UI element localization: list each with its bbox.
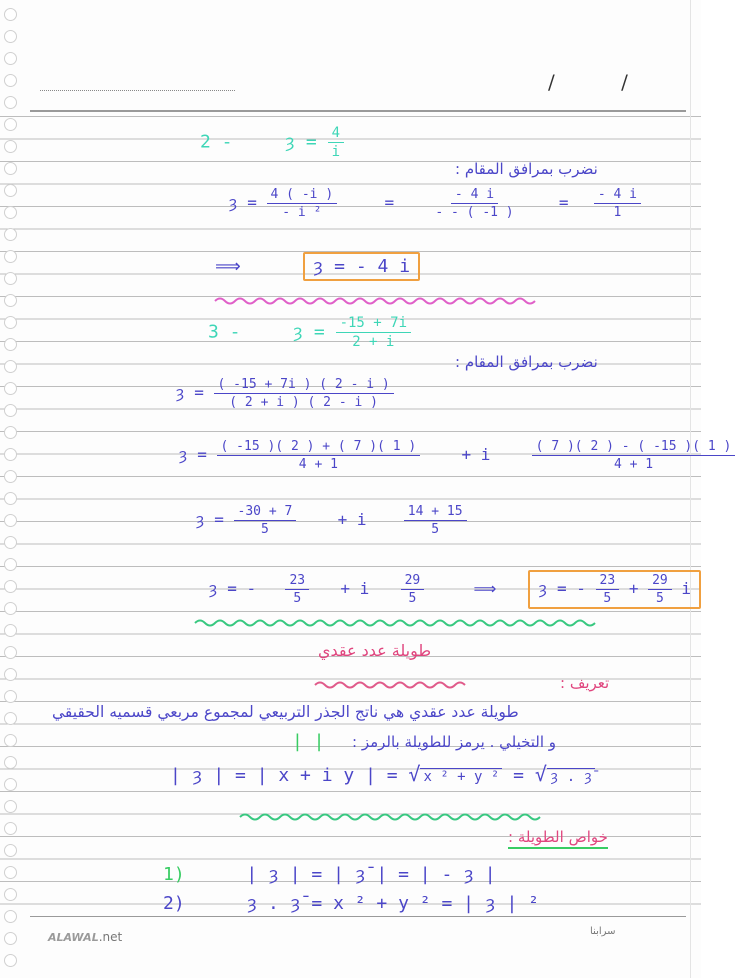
denominator: 5 (431, 522, 440, 537)
box-fraction-imag (648, 574, 672, 605)
binder-hole (4, 470, 17, 483)
numerator: 29 (648, 574, 672, 590)
z-equals-minus: ȝ = - (537, 579, 596, 598)
section-title: طويلة عدد عقدي (318, 641, 432, 660)
z-equals: ȝ = (284, 131, 328, 153)
modulus-symbol: | | (292, 731, 325, 752)
numerator: - 4 i (451, 188, 498, 204)
sqrt-icon: √ (408, 762, 421, 786)
plus-sign: + (628, 579, 639, 598)
property-expression: ȝ . ȝ̄ = x ² + y ² = | ȝ | ² (246, 893, 539, 914)
binder-hole (4, 162, 17, 175)
numerator: 4 (328, 126, 344, 143)
binder-hole (4, 206, 17, 219)
numerator: 23 (596, 574, 620, 590)
plus-i: + i (340, 579, 370, 598)
binder-hole (4, 844, 17, 857)
step-1-equation (228, 188, 641, 219)
binder-hole (4, 580, 17, 593)
denominator: 5 (261, 522, 269, 537)
binder-hole (4, 800, 17, 813)
denominator: 5 (293, 591, 302, 606)
binder-hole (4, 272, 17, 285)
sqrt-icon: √ (534, 762, 547, 786)
numerator: 14 + 15 (404, 505, 467, 521)
numerator: ( 7 )( 2 ) - ( -15 )( 1 ) (532, 440, 735, 456)
implies-arrow: ⟹ (473, 579, 497, 598)
plus-i: + i (461, 445, 491, 464)
denominator: 5 (408, 591, 417, 606)
question-number: 3 - (208, 321, 241, 343)
denominator: 1 (613, 205, 622, 220)
z-equals: ȝ = (228, 193, 267, 212)
binder-hole (4, 910, 17, 923)
fraction-real (285, 574, 309, 605)
question-3 (208, 316, 411, 349)
fraction-real (234, 505, 297, 536)
step-4-equation (195, 505, 467, 536)
fraction-real (217, 440, 421, 471)
numerator: ( -15 )( 2 ) + ( 7 )( 1 ) (217, 440, 421, 456)
box-fraction-real (596, 574, 620, 605)
denominator: 5 (656, 591, 664, 606)
binder-hole (4, 734, 17, 747)
fraction (336, 316, 411, 349)
fraction (214, 378, 394, 409)
binder-hole (4, 492, 17, 505)
question-2 (200, 126, 344, 159)
implies-arrow: ⟹ (215, 256, 241, 277)
definition-line-2: و التخيلي . يرمز للطويلة بالرمز : (352, 733, 557, 751)
property-number: 2) (163, 893, 185, 914)
brand-suffix: .net (98, 930, 123, 944)
fraction-imag (404, 505, 467, 536)
binder-hole (4, 514, 17, 527)
plus-i: + i (337, 510, 367, 529)
denominator: 2 + i (352, 334, 395, 350)
binder-hole (4, 294, 17, 307)
step-5-equation (208, 570, 701, 609)
question-number: 2 - (200, 131, 233, 153)
binder-hole (4, 228, 17, 241)
properties-title: خواص الطويلة : (508, 830, 608, 849)
binder-hole (4, 404, 17, 417)
definition-label: تعريف : (560, 674, 610, 692)
binder-hole (4, 932, 17, 945)
denominator: 4 + 1 (613, 457, 654, 472)
numerator: 29 (401, 574, 425, 590)
multiply-conjugate-note-2: نضرب بمرافق المقام : (455, 353, 598, 371)
binder-hole (4, 624, 17, 637)
result-1 (215, 258, 420, 276)
step-3-equation (178, 440, 735, 471)
top-rule (30, 110, 686, 112)
denominator: i (331, 144, 340, 160)
fraction-3 (594, 188, 641, 219)
binder-hole (4, 30, 17, 43)
denominator: ( 2 + i ) ( 2 - i ) (229, 395, 378, 410)
numerator: -15 + 7i (336, 316, 411, 333)
footer-signature: سرابنا (590, 926, 616, 937)
fraction-imag (401, 574, 425, 605)
numerator: -30 + 7 (234, 505, 297, 521)
footer-brand (48, 930, 122, 944)
page-header-area (0, 0, 701, 112)
equals-sign: = (513, 765, 535, 786)
header-dotted-line (40, 90, 235, 91)
numerator: - 4 i (594, 188, 641, 204)
green-wavy-divider-2 (240, 812, 540, 822)
pink-wavy-divider-1 (215, 296, 540, 306)
binder-hole (4, 426, 17, 439)
binder-hole (4, 756, 17, 769)
numerator: 23 (285, 574, 309, 590)
binder-hole (4, 778, 17, 791)
sqrt-radicand-1: x ² + y ² (420, 768, 502, 785)
binder-hole (4, 316, 17, 329)
binder-hole (4, 250, 17, 263)
sqrt-radicand-2: ȝ . ȝ̄ (547, 768, 595, 785)
binder-hole (4, 888, 17, 901)
multiply-conjugate-note-1: نضرب بمرافق المقام : (455, 160, 598, 178)
binder-hole (4, 690, 17, 703)
binder-hole (4, 96, 17, 109)
fraction-2 (431, 188, 517, 219)
denominator: - - ( -1 ) (435, 205, 514, 220)
fraction-imag (532, 440, 735, 471)
binder-hole (4, 74, 17, 87)
binder-hole (4, 140, 17, 153)
binder-hole (4, 712, 17, 725)
binder-holes (4, 0, 18, 978)
z-equals-minus: ȝ = - (208, 579, 266, 598)
binder-hole (4, 558, 17, 571)
z-equals: ȝ = (175, 383, 214, 402)
binder-hole (4, 866, 17, 879)
denominator: 5 (603, 591, 612, 606)
property-2 (163, 895, 539, 913)
equals-sign: = (558, 193, 569, 212)
step-2-equation (175, 378, 394, 409)
binder-hole (4, 8, 17, 21)
binder-hole (4, 668, 17, 681)
binder-hole (4, 338, 17, 351)
modulus-formula (170, 764, 595, 785)
pink-wavy-divider-2 (315, 680, 465, 690)
fraction-1 (267, 188, 338, 219)
property-number: 1) (163, 864, 185, 885)
binder-hole (4, 646, 17, 659)
binder-hole (4, 118, 17, 131)
boxed-result (528, 570, 701, 609)
denominator: - i ² (282, 205, 322, 220)
binder-hole (4, 360, 17, 373)
boxed-result: ȝ = - 4 i (303, 252, 421, 281)
binder-hole (4, 602, 17, 615)
brand-logo-text: ALAWAL (48, 931, 99, 944)
binder-hole (4, 536, 17, 549)
numerator: 4 ( -i ) (267, 188, 338, 204)
numerator: ( -15 + 7i ) ( 2 - i ) (214, 378, 394, 394)
bottom-rule (30, 916, 686, 917)
right-margin-line (690, 0, 691, 978)
equals-sign: = (384, 193, 395, 212)
binder-hole (4, 448, 17, 461)
property-expression: | ȝ | = | ȝ̄ | = | - ȝ | (246, 864, 496, 885)
date-field: / / (548, 70, 658, 94)
z-equals: ȝ = (292, 321, 336, 343)
binder-hole (4, 52, 17, 65)
modulus-lhs: | ȝ | = | x + i y | = (170, 765, 409, 786)
binder-hole (4, 184, 17, 197)
binder-hole (4, 822, 17, 835)
z-equals: ȝ = (195, 510, 234, 529)
definition-line-1: طويلة عدد عقدي هي ناتج الجذر التربيعي لمجموع مربعي قسميه الحقيقي (52, 703, 519, 721)
z-equals: ȝ = (178, 445, 217, 464)
property-1 (163, 866, 496, 884)
binder-hole (4, 954, 17, 967)
denominator: 4 + 1 (298, 457, 338, 472)
imaginary-unit: i (681, 579, 692, 598)
green-wavy-divider-1 (195, 618, 595, 628)
fraction (328, 126, 344, 159)
binder-hole (4, 382, 17, 395)
